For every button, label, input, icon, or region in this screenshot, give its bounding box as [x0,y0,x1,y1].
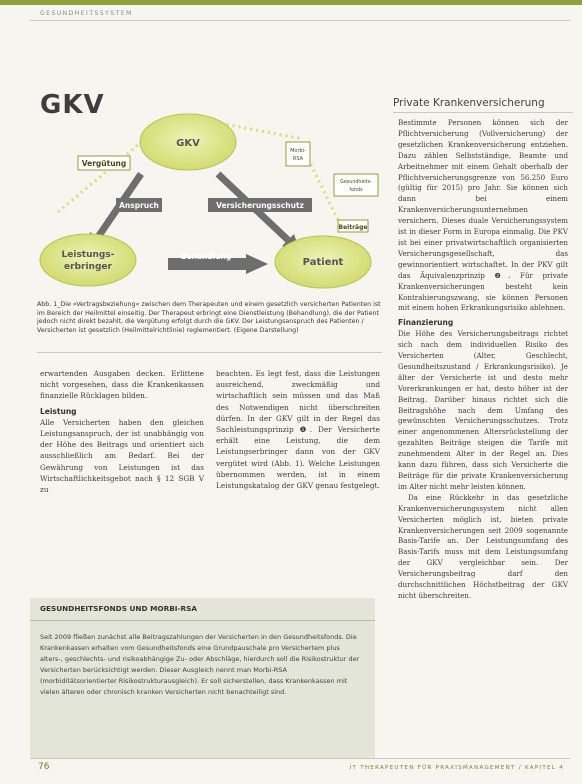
leistungserbringer-node [40,234,136,286]
leistungserbringer-label-2: erbringer [64,262,112,272]
leistungserbringer-label-1: Leistungs- [61,250,115,260]
section-rule [393,112,573,113]
behandlung-arrowhead [246,254,268,274]
top-accent-bar [0,0,582,5]
pkv-paragraph-1: Bestimmte Personen können sich der Pflichtversicherung (Vollversicherung) der gesetzlichen Krankenversicherung entziehen. Dazu zählen Selbstständige, Beamte und Arbeitnehmer mit einem Gehalt oberhalb der Pflichtversicherungsgrenze von 56.250 Euro (gültig für 2015) pro Jahr. Sie können sich dann bei einem Krankenversicherungsunternehmen versichern. Dieses duale Versicherungssystem ist in dieser Form in Europa einmalig. Die PKV ist bei einer privatwirtschaftlich organisierten Versicherungsgesellschaft, das gewinnorientiert wirtschaftet. In der PKV gilt das Äquivalenzprinzip ❷. Für private Krankenversicherungen besteht kein Kontrahierungszwang, sie können Personen mit einem hohen Erkrankungsrisiko ablehnen. [398,118,568,313]
verguetung-label: Vergütung [81,159,127,168]
header-rule [30,20,570,21]
gkv-label: GKV [176,138,200,149]
running-footer: IT THERAPEUTEN FÜR PRAXISMANAGEMENT / KAPITEL 4 [349,765,564,771]
behandlung-label: Behandlung [180,252,232,261]
morbi-label-2: RSA [292,156,304,162]
left-column-1 [40,368,204,495]
running-header: GESUNDHEITSSYSTEM [40,10,133,17]
anspruch-label: Anspruch [119,201,159,210]
heading-finanzierung: Finanzierung [398,318,454,328]
section-title-pkv: Private Krankenversicherung [393,97,545,109]
heading-leistung: Leistung [40,406,77,416]
page-title: GKV [40,90,105,120]
left-column-intro: erwartenden Ausgaben decken. Erlittene nicht vorgesehen, dass die Krankenkassen finanzielle Rücklagen bilden. [40,369,204,401]
right-column [398,118,568,602]
patient-label: Patient [302,257,344,268]
info-box-title: GESUNDHEITSFONDS UND MORBI-RSA [40,604,198,613]
beitraege-label: Beiträge [338,224,368,231]
figure-caption: Abb. 1_Die »Vertragsbeziehung« zwischen dem Therapeuten und einem gesetzlich versicherten Patienten ist im Bereich der Heilmittel einseitig. Der Therapeut erbringt eine Dienstleistung (Behandlung), die der Patient jedoch nicht direkt bezahlt, die Vergütung erfolgt durch die GKV. Der Leistungsanspruch des Patienten / Versicherten ist gesetzlich (Heilmittelrichtlinie) reglementiert. (Eigene Darstellung) [37,301,381,334]
left-column-leistung-text: Alle Versicherten haben den gleichen Leistungsanspruch, der ist unabhängig von der Höhe des Beitrags und orientiert sich ausschließlich am Bedarf. Bei der Gewährung von Leistungen ist das Wirtschaftlichkeitsgebot nach § 12 SGB V zu [40,417,204,495]
caption-rule [37,352,382,353]
left-column-2: beachten. Es legt fest, dass die Leistungen ausreichend, zweckmäßig und wirtschaftlich sein müssen und das Maß des Notwendigen nicht überschreiten dürfen. In der GKV gilt in der Regel das Sachleistungsprinzip ❶. Der Versicherte erhält eine Leistung, die dem Leistungserbringer dann von der GKV vergütet wird (Abb. 1). Welche Leistungen übernommen werden, ist in einem Leistungskatalog der GKV genau festgelegt. [216,369,380,491]
relationship-diagram [38,112,383,297]
info-box-text: Seit 2009 fließen zunächst alle Beitragszahlungen der Versicherten in den Gesundheitsfonds. Die Krankenkassen erhalten vom Gesundheitsfonds eine Grundpauschale pro Versichertem plus alters-, geschlechts- und risikoabhängige Zu- oder Abschläge, hierdurch soll die Risikostruktur der Versicherten berücksichtigt werden. Dieser Ausgleich nennt man Morbi-RSA (morbiditätsorientierter Risikostrukturausgleich). Er soll sicherstellen, dass Krankenkassen mit vielen älteren oder chronisch kranken Versicherten nicht benachteiligt sind. [40,633,360,696]
morbi-rsa-box [286,142,310,166]
info-box-rule [30,620,375,621]
morbi-label-1: Morbi- [290,148,306,154]
gesundheitsfonds-label-1: Gesundheits- [340,180,372,185]
pkv-paragraph-3: Da eine Rückkehr in das gesetzliche Krankenversicherungssystem nicht allen Versicherten möglich ist, bieten private Krankenversicherungen seit 2009 sogenannte Basis-Tarife an. Der Leistungsumfang des Basis-Tarifs muss mit dem Leistungsumfang der GKV vergleichbar sein. Der Versicherungsbeitrag darf den durchschnittlichen Höchstbeitrag der GKV nicht überschreiten. [398,492,568,600]
gesundheitsfonds-label-2: fonds [349,188,363,193]
page-number: 76 [38,762,50,772]
versicherungsschutz-label: Versicherungsschutz [216,201,304,210]
footer-rule [30,758,570,759]
pkv-paragraph-2: Die Höhe des Versicherungsbeitrags richtet sich nach dem individuellen Risiko des Versicherten (Alter, Geschlecht, Gesundheitszustand / Erkrankungsrisiko). Je älter der Versicherte ist und desto mehr Vorerkrankungen er hat, desto höher ist der Beitrag. Darüber hinaus richtet sich die Beitragshöhe nach dem Umfang des gewünschten Versicherungsschutzes. Trotz einer angenommenen Altersrückstellung der gezahlten Beiträge steigen die Tarife mit zunehmendem Alter in der Regel an. Dies kann dazu führen, dass sich Versicherte die Beiträge für die private Krankenversicherung im Alter nicht mehr leisten können. [398,329,568,491]
